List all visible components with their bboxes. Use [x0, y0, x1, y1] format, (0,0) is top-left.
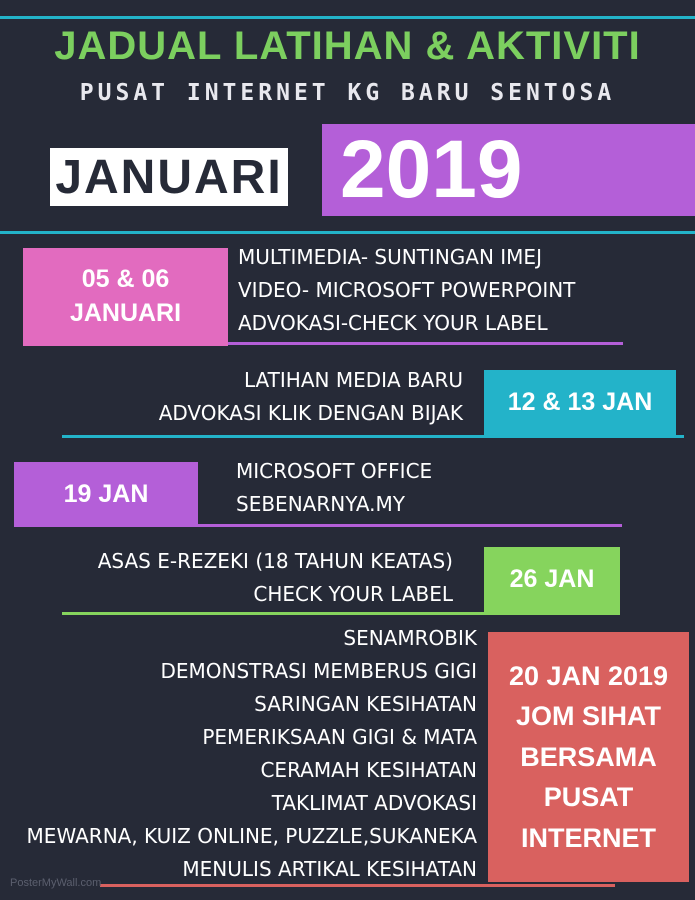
month-label: JANUARI: [50, 148, 288, 206]
event-underline: [62, 435, 684, 438]
event-underline: [100, 884, 615, 887]
activity-item: MICROSOFT OFFICE: [236, 459, 433, 483]
event-date-line: 20 JAN 2019: [508, 660, 669, 691]
poster-subtitle: PUSAT INTERNET KG BARU SENTOSA: [79, 80, 616, 106]
activity-item: LATIHAN MEDIA BARU: [243, 368, 463, 392]
year-label: 2019: [322, 124, 695, 216]
activity-item: SEBENARNYA.MY: [236, 492, 406, 516]
header-divider: [0, 231, 695, 234]
event-activity-list: [27, 622, 477, 886]
event-date-line: PUSAT: [543, 782, 634, 813]
activity-item: MEWARNA, KUIZ ONLINE, PUZZLE,SUKANEKA: [26, 824, 477, 848]
event-date-line: 19 JAN: [63, 479, 149, 508]
poster-title: JADUAL LATIHAN & AKTIVITI: [54, 24, 641, 68]
activity-item: ADVOKASI KLIK DENGAN BIJAK: [158, 401, 463, 425]
event-date-box: [23, 248, 228, 346]
event-date-line: JANUARI: [69, 299, 182, 327]
top-divider: [0, 16, 695, 19]
event-date-line: 12 & 13 JAN: [507, 388, 653, 417]
activity-item: TAKLIMAT ADVOKASI: [271, 791, 477, 815]
event-date-line: BERSAMA: [520, 741, 657, 772]
activity-item: ADVOKASI-CHECK YOUR LABEL: [238, 311, 548, 335]
event-date-line: INTERNET: [521, 822, 656, 853]
activity-item: ASAS E-REZEKI (18 TAHUN KEATAS): [97, 549, 453, 573]
event-activity-list: [159, 364, 463, 430]
event-underline: [62, 612, 620, 615]
event-underline: [198, 524, 622, 527]
event-date-box: [488, 632, 689, 882]
event-date-box: [484, 370, 676, 436]
event-activity-list: [238, 241, 575, 340]
event-date-box: [14, 462, 198, 527]
activity-item: MENULIS ARTIKAL KESIHATAN: [182, 857, 477, 881]
activity-item: CHECK YOUR LABEL: [253, 582, 453, 606]
activity-item: SARINGAN KESIHATAN: [254, 692, 477, 716]
event-date-line: 05 & 06: [81, 265, 170, 294]
activity-item: PEMERIKSAAN GIGI & MATA: [202, 725, 477, 749]
event-date-line: 26 JAN: [509, 565, 595, 594]
activity-item: SENAMROBIK: [343, 626, 477, 650]
event-activity-list: [236, 455, 432, 521]
event-activity-list: [98, 545, 453, 611]
activity-item: VIDEO- MICROSOFT POWERPOINT: [238, 278, 576, 302]
activity-item: MULTIMEDIA- SUNTINGAN IMEJ: [238, 245, 542, 269]
watermark: PosterMyWall.com: [10, 877, 102, 889]
event-date-box: [484, 547, 620, 613]
event-underline: [228, 342, 623, 345]
event-date-line: JOM SIHAT: [515, 701, 661, 732]
activity-item: DEMONSTRASI MEMBERUS GIGI: [160, 659, 477, 683]
activity-item: CERAMAH KESIHATAN: [260, 758, 477, 782]
